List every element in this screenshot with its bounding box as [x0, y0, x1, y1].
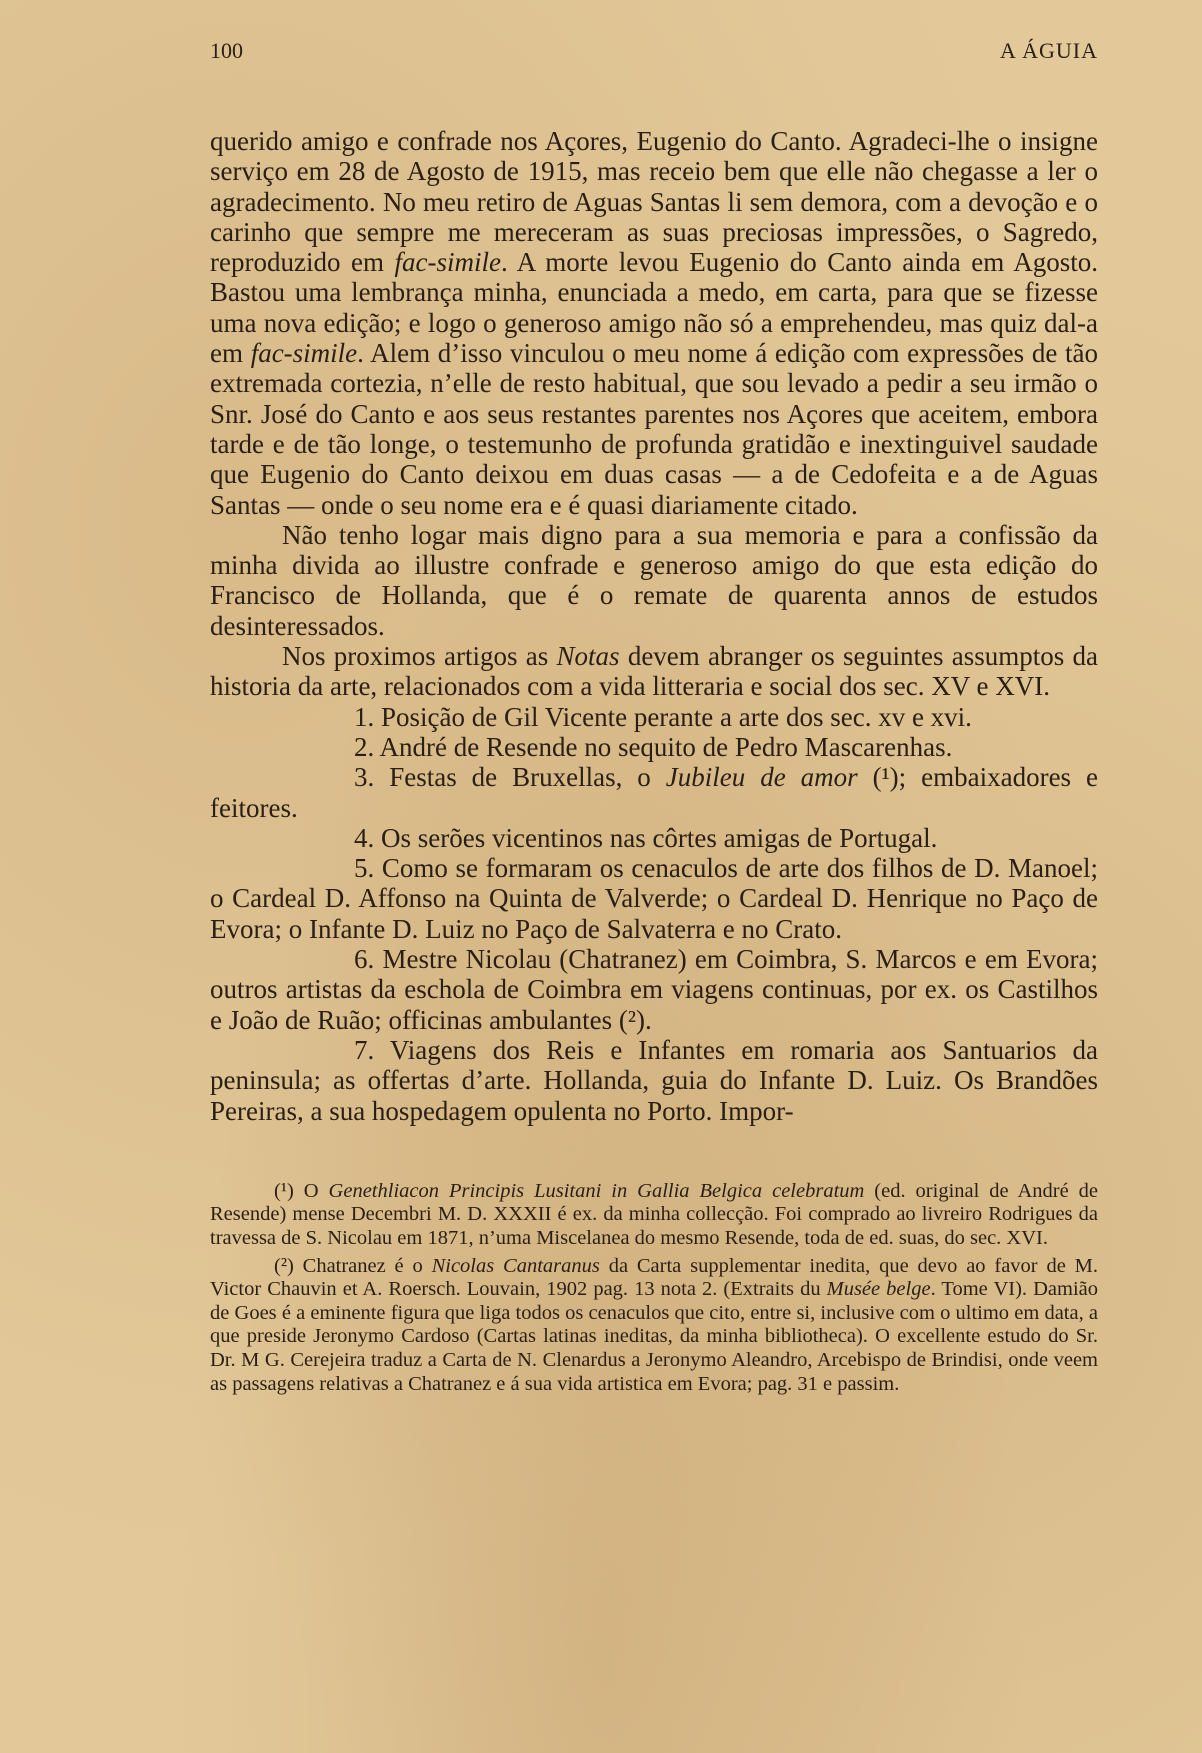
list-item — [210, 853, 1098, 944]
paragraph-text: Nos proximos artigos as — [282, 641, 557, 672]
paragraph-text: . A morte levou Eugenio do Canto ainda em Agosto. Bastou uma lembrança minha, enunciada a medo, em carta, para que se fizesse uma nova edição; e logo o generoso amigo não só a emprehendeu, mas quiz dal-a em — [210, 247, 1098, 369]
item-text: Posição de Gil Vicente perante a arte dos sec. xv e xvi. — [381, 701, 972, 732]
item-text: Mestre Nicolau (Chatranez) em Coimbra, S. Marcos e em Evora; outros artistas da eschola de Coimbra em viagens continuas, por ex. os Castilhos e João de Ruão; officinas ambulantes (²). — [210, 944, 1099, 1035]
document-page — [210, 38, 1098, 1400]
item-text: Como se formaram os cenaculos de arte dos filhos de D. Manoel; o Cardeal D. Affonso na Quinta de Valverde; o Cardeal D. Henrique no Paço de Evora; o Infante D. Luiz no Paço de Salvaterra e no Crato. — [210, 853, 1098, 944]
item-number: 2. — [354, 731, 375, 762]
page-header — [210, 38, 1098, 64]
list-item — [210, 732, 1098, 762]
item-number: 1. — [354, 701, 375, 732]
footnote-text: Chatranez é o — [293, 1254, 432, 1277]
italic-term: Nicolas Cantaranus — [431, 1254, 600, 1277]
list-item — [210, 944, 1098, 1035]
footnote-text: (ed. original de André de Resende) mense Decembri M. D. XXXII é ex. da minha collecção. Foi comprado ao livreiro Rodrigues da travessa de S. Nicolau em 1871, n’uma Miscelanea do mesmo Resende, toda de ed. suas, do sec. XVI. — [210, 1179, 1099, 1249]
page-number: 100 — [210, 38, 243, 63]
footnote-mark: (¹) — [274, 1179, 294, 1202]
item-number: 7. — [354, 1034, 375, 1065]
item-number: 6. — [354, 944, 375, 975]
item-text: Os serões vicentinos nas côrtes amigas de Portugal. — [381, 822, 938, 853]
footnotes — [210, 1180, 1098, 1396]
italic-title: Genethliacon Principis Lusitani in Gallia Belgica celebratum — [328, 1179, 865, 1202]
running-title: A ÁGUIA — [999, 38, 1098, 63]
item-text: Viagens dos Reis e Infantes em romaria aos Santuarios da peninsula; as offertas d’arte. Hollanda, guia do Infante D. Luiz. Os Brandões Pereiras, a sua hospedagem opulenta no Porto. Impor- — [210, 1034, 1098, 1126]
paragraph-1 — [210, 126, 1098, 520]
list-item — [210, 702, 1098, 732]
italic-title: Musée belge — [826, 1278, 931, 1301]
paragraph-text: . Alem d’isso vinculou o meu nome á edição com expressões de tão extremada cortezia, n’elle de resto habitual, que sou levado a pedir a seu irmão o Snr. José do Canto e aos seus restantes parentes nos Açores que aceitem, embora tarde e de tão longe, o testemunho de profunda gratidão e inextinguivel saudade que Eugenio do Canto deixou em duas casas — a de Cedofeita e a de Aguas Santas — onde o seu nome era e é quasi diariamente citado. — [210, 338, 1098, 520]
item-number: 4. — [354, 822, 375, 853]
footnote-text: . Tome VI). Damião de Goes é a eminente figura que liga todos os cenaculos que cito, entre si, inclusive com o ultimo em data, a que preside Jeronymo Cardoso (Cartas latinas ineditas, da minha bibliotheca). O excellente estudo do Sr. Dr. M G. Cerejeira traduz a Carta de N. Clenardus a Jeronymo Aleandro, Arcebispo de Brindisi, onde veem as passagens relativas a Chatranez e á sua vida artistica em Evora; pag. 31 e passim. — [210, 1278, 1098, 1395]
list-item — [210, 762, 1098, 823]
item-text: (¹); embaixadores e feitores. — [210, 762, 1099, 823]
list-item — [210, 823, 1098, 853]
italic-term: fac-simile — [394, 247, 501, 278]
item-text: André de Resende no sequito de Pedro Mascarenhas. — [379, 731, 953, 762]
italic-term: Jubileu de amor — [665, 762, 858, 793]
footnote-1 — [210, 1180, 1098, 1251]
paragraph-3 — [210, 641, 1098, 702]
item-text: Festas de Bruxellas, o — [389, 762, 666, 793]
body-text — [210, 126, 1098, 1126]
footnote-text: O — [293, 1179, 329, 1202]
list-item — [210, 1035, 1098, 1126]
item-number: 5. — [354, 853, 375, 884]
item-number: 3. — [354, 762, 375, 793]
paragraph-text: querido amigo e confrade nos Açores, Eugenio do Canto. Agradeci-lhe o insigne serviço em 28 de Agosto de 1915, mas receio bem que elle não chegasse a ler o agradecimento. No meu retiro de Aguas Santas li sem demora, com a devoção e o carinho que sempre me mereceram as suas preciosas impressões, o Sagredo, reproduzido em — [210, 126, 1098, 278]
paragraph-text: devem abranger os seguintes assumptos da historia da arte, relacionados com a vida litteraria e social dos sec. XV e XVI. — [210, 641, 1099, 702]
footnote-text: da Carta supplementar inedita, que devo ao favor de M. Victor Chauvin et A. Roersch. Louvain, 1902 pag. 13 nota 2. (Extraits du — [210, 1254, 1098, 1301]
italic-term: Notas — [556, 641, 620, 672]
footnote-mark: (²) — [274, 1254, 294, 1277]
footnote-2 — [210, 1255, 1098, 1397]
paragraph-2: Não tenho logar mais digno para a sua memoria e para a confissão da minha divida ao illustre confrade e generoso amigo do que esta edição do Francisco de Hollanda, que é o remate de quarenta annos de estudos desinteressados. — [210, 519, 1098, 641]
italic-term: fac-simile — [250, 338, 358, 369]
